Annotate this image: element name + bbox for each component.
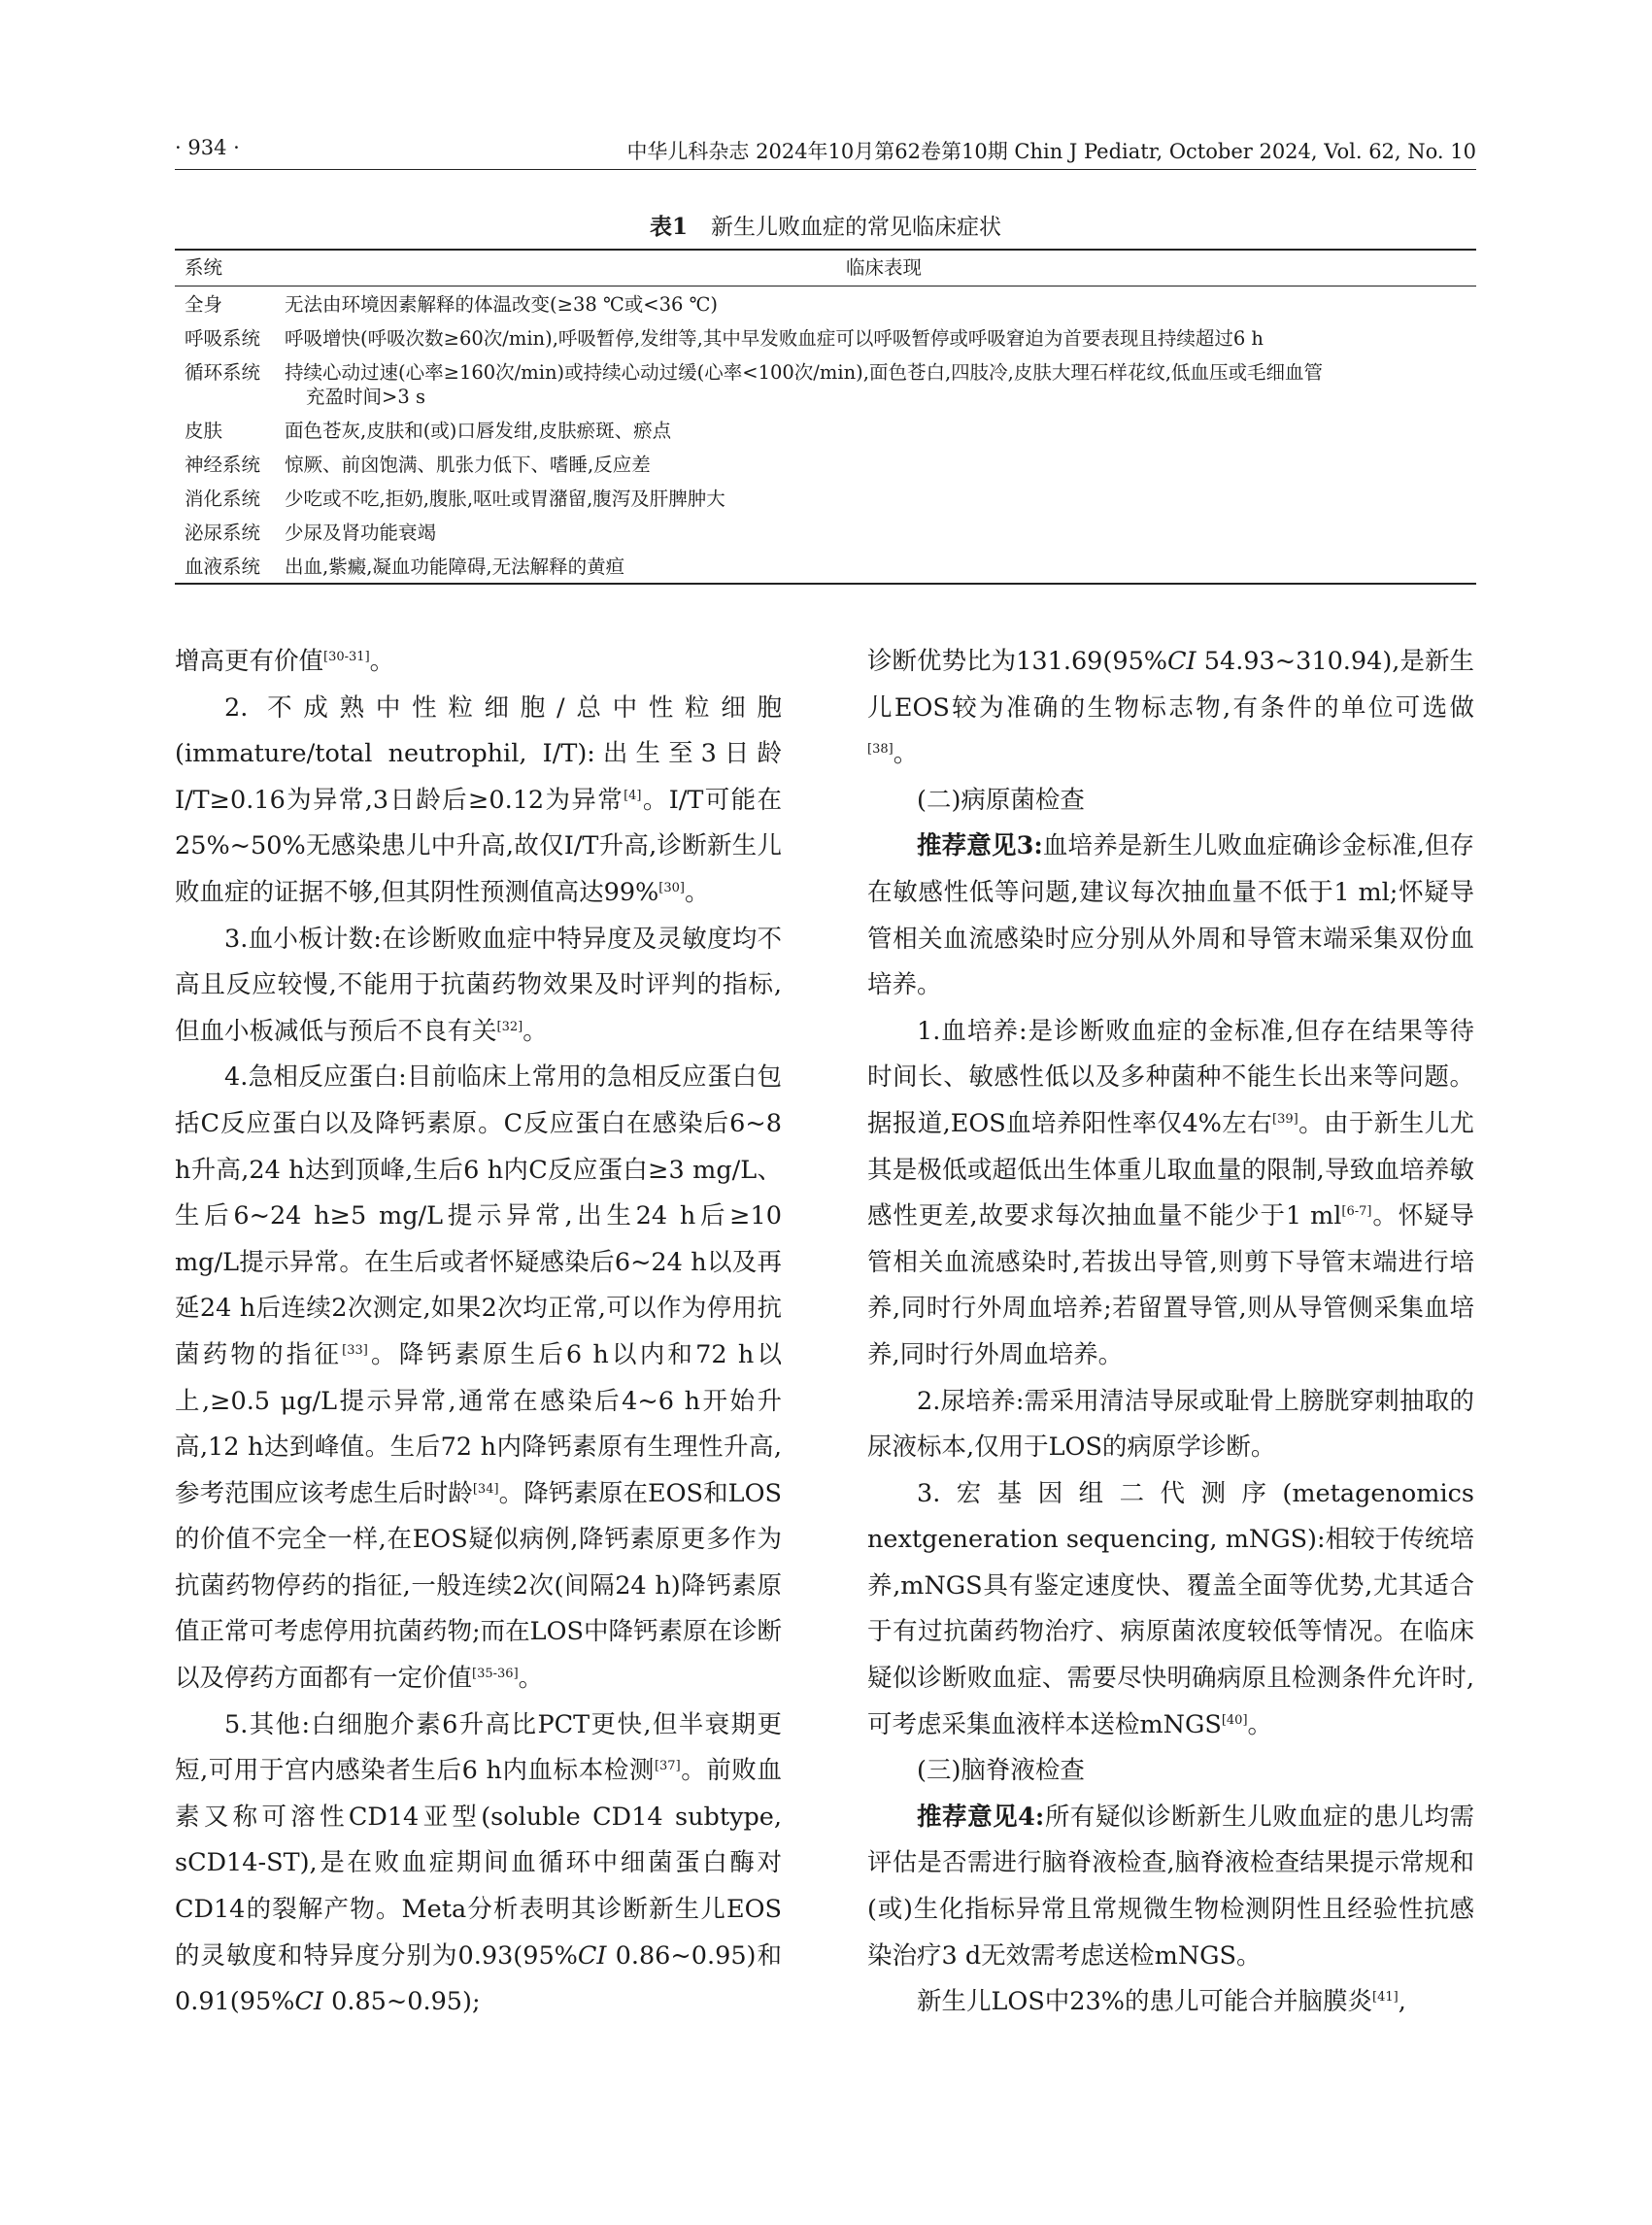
table-title: 新生儿败血症的常见临床症状 <box>711 215 1001 240</box>
row-text: 少尿及肾功能衰竭 <box>285 522 437 544</box>
table-row <box>175 481 1476 515</box>
row-text: 少吃或不吃,拒奶,腹胀,呕吐或胃潴留,腹泻及肝脾肿大 <box>285 488 725 510</box>
table-row <box>175 354 1476 413</box>
table-caption <box>175 209 1476 241</box>
running-header <box>175 136 1476 170</box>
row-system: 神经系统 <box>185 454 261 476</box>
row-text: 持续心动过速(心率≥160次/min)或持续心动过缓(心率<100次/min),面色苍白,四肢冷,皮肤大理石样花纹,低血压或毛细血管 充盈时间>3 s <box>285 360 1476 409</box>
citation[interactable]: [37] <box>654 1759 681 1774</box>
paragraph-urine-culture: 2.尿培养:需采用清洁导尿或耻骨上膀胱穿刺抽取的尿液标本,仅用于LOS的病原学诊断。 <box>867 1386 1474 1463</box>
table-row <box>175 549 1476 583</box>
row-system: 泌尿系统 <box>185 522 261 544</box>
citation[interactable]: [35-36] <box>472 1667 519 1682</box>
citation[interactable]: [34] <box>472 1481 499 1497</box>
citation[interactable]: [39] <box>1272 1111 1298 1127</box>
table-row <box>175 515 1476 549</box>
paragraph-meningitis: 新生儿LOS中23%的患儿可能合并脑膜炎[41], <box>917 1987 1406 2017</box>
paragraph-continuation: 诊断优势比为131.69(95%CI 54.93~310.94),是新生儿EOS较为准确的生物标志物,有条件的单位可选做[38]。 <box>867 647 1474 769</box>
citation[interactable]: [30-31] <box>323 650 370 664</box>
table-row <box>175 287 1476 320</box>
row-text: 呼吸增快(呼吸次数≥60次/min),呼吸暂停,发绀等,其中早发败血症可以呼吸暂停或呼吸窘迫为首要表现且持续超过6 h <box>285 327 1264 350</box>
symptom-table <box>175 249 1476 585</box>
left-column <box>175 639 782 2026</box>
row-system: 消化系统 <box>185 488 261 510</box>
right-column <box>867 639 1474 2026</box>
section-heading-csf: (三)脑脊液检查 <box>917 1756 1085 1786</box>
section-heading-pathogen: (二)病原菌检查 <box>917 785 1085 815</box>
citation[interactable]: [41] <box>1372 1990 1399 2006</box>
table-row <box>175 320 1476 354</box>
citation[interactable]: [4] <box>624 788 642 803</box>
row-system: 血液系统 <box>185 556 261 578</box>
row-text: 出血,紫癜,凝血功能障碍,无法解释的黄疸 <box>285 556 625 578</box>
citation[interactable]: [38] <box>867 742 893 758</box>
paragraph-mngs: 3.宏基因组二代测序(metagenomics nextgeneration sequencing, mNGS):相较于传统培养,mNGS具有鉴定速度快、覆盖全面等优势,尤其适合于有过抗菌药物治疗、病原菌浓度较低等情况。在临床疑似诊断败血症、需要尽快明确病原且检测条件允许时,可考虑采集血液样本送检mNGS[40]。 <box>867 1478 1474 1739</box>
row-system: 皮肤 <box>185 420 223 442</box>
table-row <box>175 447 1476 481</box>
row-text: 惊厥、前囟饱满、肌张力低下、嗜睡,反应差 <box>285 454 651 476</box>
paragraph-platelet: 3.血小板计数:在诊断败血症中特异度及灵敏度均不高且反应较慢,不能用于抗菌药物效果及时评判的指标,但血小板减低与预后不良有关[32]。 <box>175 924 782 1046</box>
row-system: 循环系统 <box>185 361 261 384</box>
paragraph-continuation: 增高更有价值[30-31]。 <box>175 647 395 676</box>
citation[interactable]: [30] <box>658 880 685 895</box>
row-text: 面色苍灰,皮肤和(或)口唇发绀,皮肤瘀斑、瘀点 <box>285 420 672 442</box>
citation[interactable]: [6-7] <box>1341 1204 1372 1220</box>
citation[interactable]: [40] <box>1221 1712 1248 1728</box>
recommendation-4: 推荐意见4:所有疑似诊断新生儿败血症的患儿均需评估是否需进行脑脊液检查,脑脊液检查结果提示常规和(或)生化指标异常且常规微生物检测阴性且经验性抗感染治疗3 d无效需考虑送检mNGS。 <box>867 1802 1474 1971</box>
table-label: 表1 <box>649 214 688 240</box>
table-row <box>175 413 1476 447</box>
citation[interactable]: [32] <box>496 1019 523 1034</box>
page-number: · 934 · <box>175 136 240 159</box>
paragraph-acute-phase-protein: 4.急相反应蛋白:目前临床上常用的急相反应蛋白包括C反应蛋白以及降钙素原。C反应蛋白在感染后6~8 h升高,24 h达到顶峰,生后6 h内C反应蛋白≥3 mg/L、生后6~24 h≥5 mg/L提示异常,出生24 h后≥10 mg/L提示异常。在生后或者怀疑感染后6~24 h以及再延24 h后连续2次测定,如果2次均正常,可以作为停用抗菌药物的指征[33]。降钙素原生后6 h以内和72 h以上,≥0.5 μg/L提示异常,通常在感染后4~6 h开始升高,12 h达到峰值。生后72 h内降钙素原有生理性升高,参考范围应该考虑生后时龄[34]。降钙素原在EOS和LOS的价值不完全一样,在EOS疑似病例,降钙素原更多作为抗菌药物停药的指征,一般连续2次(间隔24 h)降钙素原值正常可考虑停用抗菌药物;而在LOS中降钙素原在诊断以及停药方面都有一定价值[35-36]。 <box>175 1062 782 1694</box>
citation[interactable]: [33] <box>342 1342 368 1358</box>
recommendation-label: 推荐意见4: <box>917 1802 1045 1832</box>
row-text-continuation: 充盈时间>3 s <box>306 386 425 408</box>
row-text: 无法由环境因素解释的体温改变(≥38 ℃或<36 ℃) <box>285 293 719 316</box>
row-system: 全身 <box>185 293 223 316</box>
paragraph-other-markers: 5.其他:白细胞介素6升高比PCT更快,但半衰期更短,可用于宫内感染者生后6 h内血标本检测[37]。前败血素又称可溶性CD14亚型(soluble CD14 subtype, sCD14-ST),是在败血症期间血循环中细菌蛋白酶对CD14的裂解产物。Meta分析表明其诊断新生儿EOS的灵敏度和特异度分别为0.93(95%CI 0.86~0.95)和0.91(95%CI 0.85~0.95); <box>175 1709 782 2017</box>
table-header-manifestation: 临床表现 <box>845 256 922 279</box>
table-header-row <box>175 251 1476 287</box>
paragraph-it-ratio: 2. 不成熟中性粒细胞/总中性粒细胞(immature/total neutrophil, I/T):出生至3日龄I/T≥0.16为异常,3日龄后≥0.12为异常[4]。I/T可能在25%~50%无感染患儿中升高,故仅I/T升高,诊断新生儿败血症的证据不够,但其阴性预测值高达99%[30]。 <box>175 692 782 907</box>
recommendation-3: 推荐意见3:血培养是新生儿败血症确诊金标准,但存在敏感性低等问题,建议每次抽血量不低于1 ml;怀疑导管相关血流感染时应分别从外周和导管末端采集双份血培养。 <box>867 831 1475 1000</box>
paragraph-blood-culture: 1.血培养:是诊断败血症的金标准,但存在结果等待时间长、敏感性低以及多种菌种不能生长出来等问题。据报道,EOS血培养阳性率仅4%左右[39]。由于新生儿尤其是极低或超低出生体重儿取血量的限制,导致血培养敏感性更差,故要求每次抽血量不能少于1 ml[6-7]。怀疑导管相关血流感染时,若拔出导管,则剪下导管末端进行培养,同时行外周血培养;若留置导管,则从导管侧采集血培养,同时行外周血培养。 <box>867 1016 1474 1369</box>
recommendation-label: 推荐意见3: <box>917 831 1043 861</box>
row-system: 呼吸系统 <box>185 327 261 350</box>
journal-citation: 中华儿科杂志 2024年10月第62卷第10期 Chin J Pediatr, October 2024, Vol. 62, No. 10 <box>626 140 1476 163</box>
table-header-system: 系统 <box>185 256 223 279</box>
